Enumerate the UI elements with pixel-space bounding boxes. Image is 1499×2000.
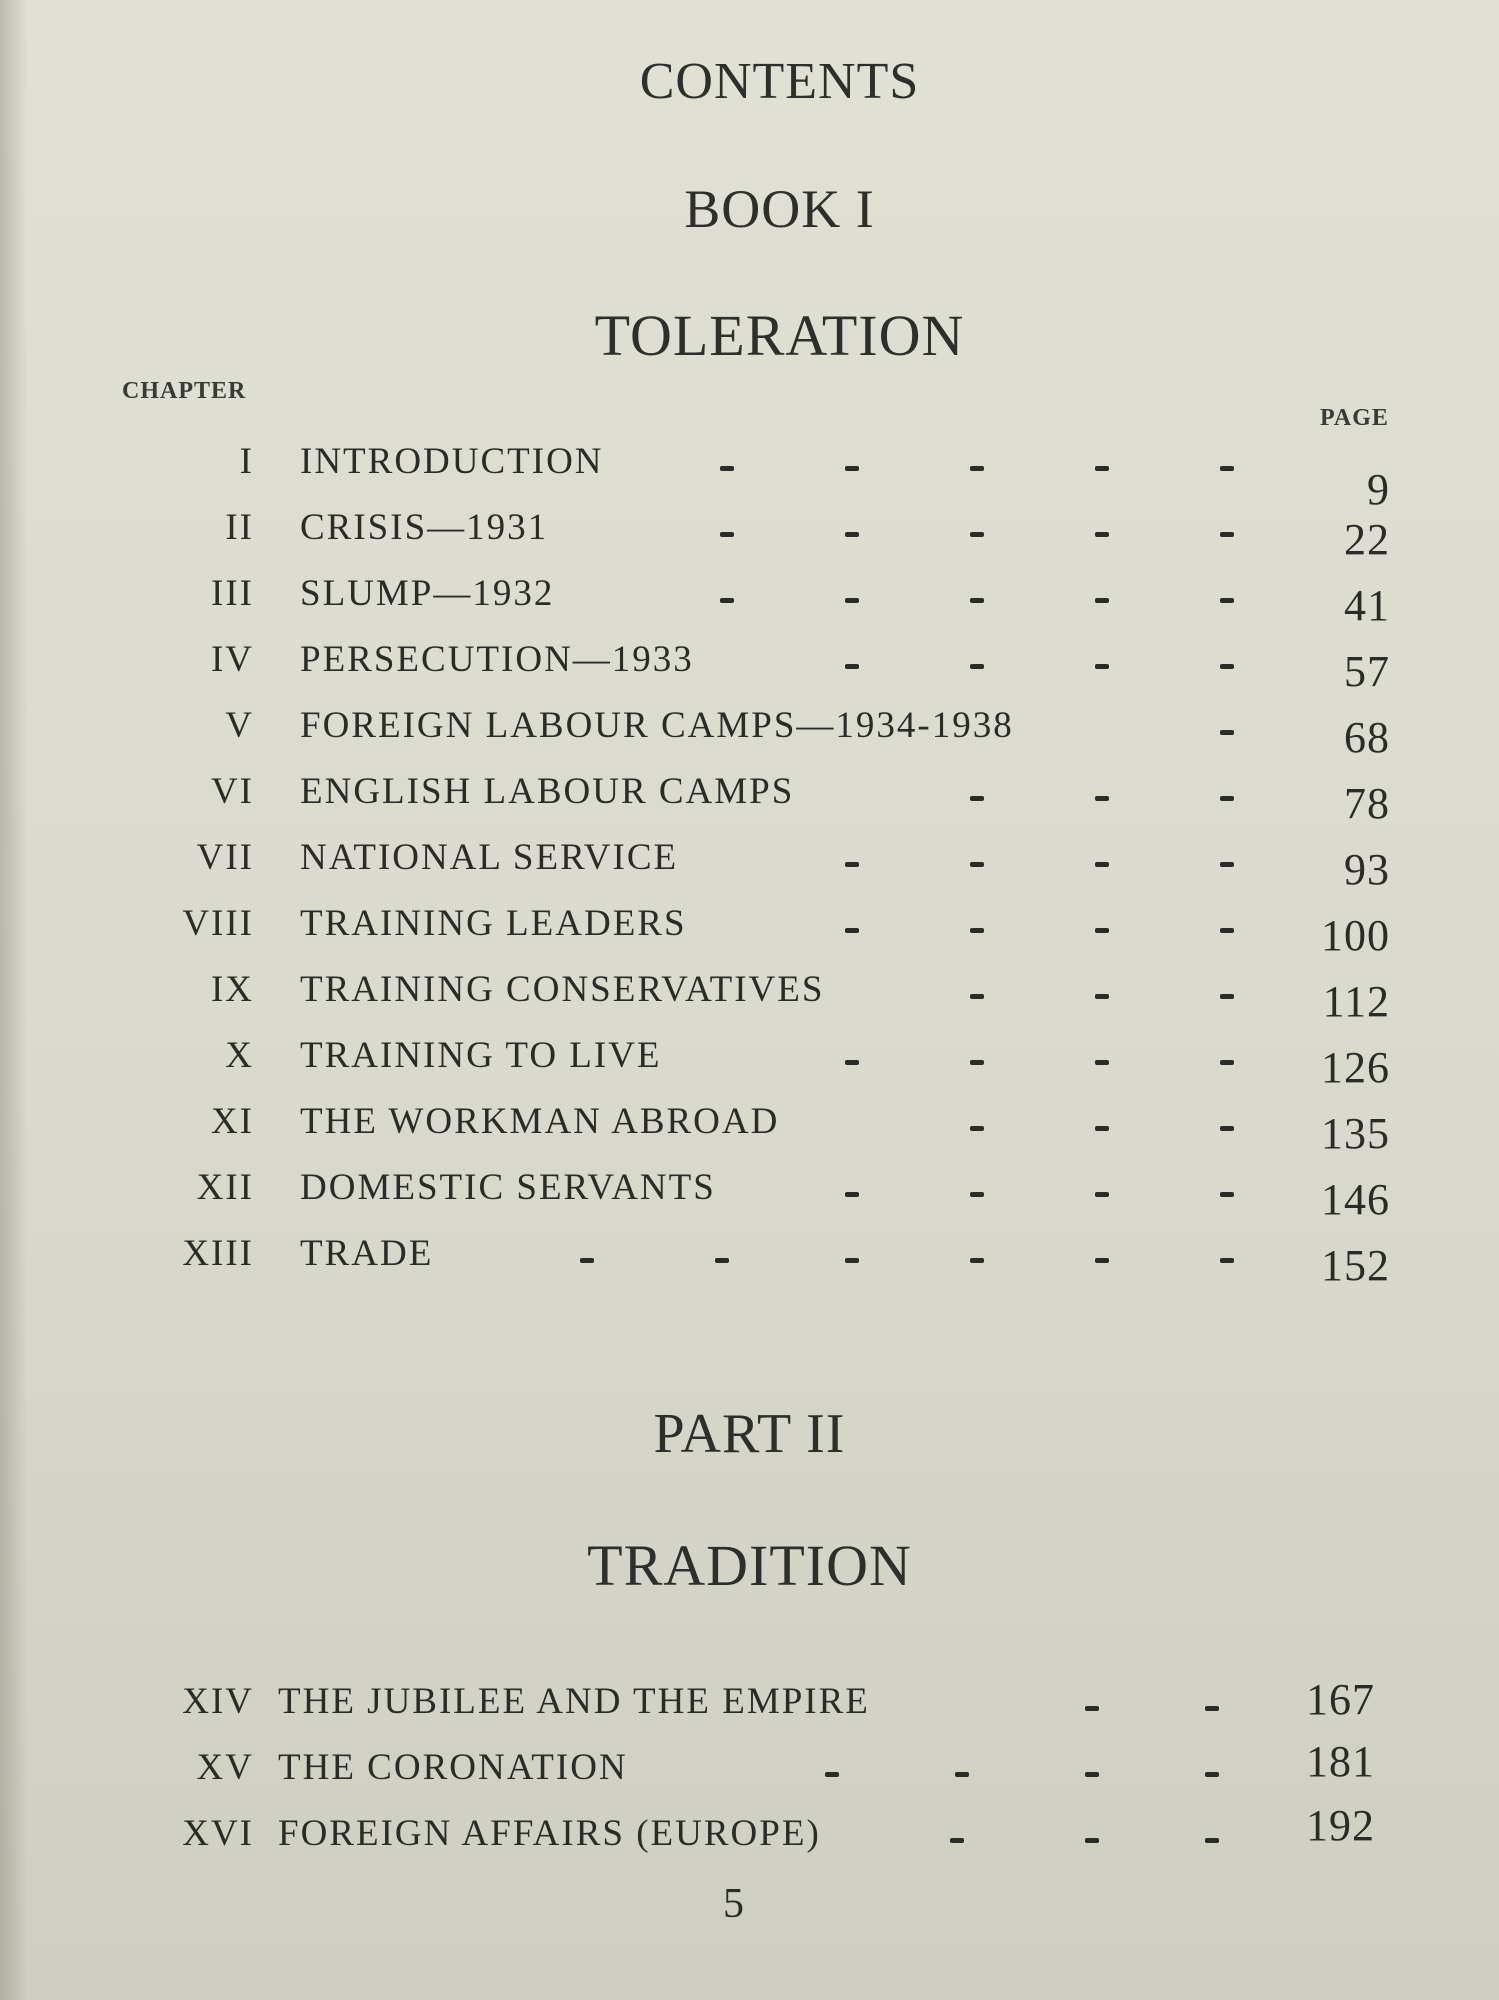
toc-entry — [0, 704, 1499, 762]
chapter-title: FOREIGN AFFAIRS (EUROPE) — [278, 1813, 821, 1854]
toc-entry — [0, 638, 1499, 696]
page-number: 41 — [1344, 581, 1390, 630]
leader-dash — [1205, 1772, 1219, 1777]
toc-entry — [0, 1232, 1499, 1290]
toc-entry — [0, 572, 1499, 630]
part-subtitle: TRADITION — [587, 1533, 912, 1598]
leader-dash — [1220, 1126, 1234, 1131]
leader-dash — [1220, 532, 1234, 537]
leader-dash — [970, 1126, 984, 1131]
leader-dash — [950, 1838, 964, 1843]
page-number: 126 — [1321, 1043, 1390, 1092]
dot-leaders — [0, 1812, 1499, 1870]
page-number: 146 — [1321, 1175, 1390, 1224]
leader-dash — [1095, 1126, 1109, 1131]
leader-dash — [1205, 1706, 1219, 1711]
dot-leaders — [0, 836, 1499, 894]
chapter-title: PERSECUTION—1933 — [300, 639, 694, 680]
leader-dash — [1220, 862, 1234, 867]
leader-dash — [1095, 466, 1109, 471]
leader-dash — [970, 532, 984, 537]
dot-leaders — [0, 1746, 1499, 1804]
chapter-title: FOREIGN LABOUR CAMPS—1934-1938 — [300, 705, 1014, 746]
page-number: 93 — [1344, 845, 1390, 894]
toc-entry — [0, 836, 1499, 894]
page-column-label: PAGE — [1320, 405, 1389, 431]
leader-dash — [1220, 994, 1234, 999]
toc-entry — [0, 1166, 1499, 1224]
chapter-number: XVI — [182, 1813, 254, 1854]
contents-heading: CONTENTS — [639, 53, 920, 110]
page-number: 135 — [1321, 1109, 1390, 1158]
chapter-number: XI — [210, 1101, 254, 1142]
chapter-title: TRADE — [300, 1233, 434, 1274]
leader-dash — [1085, 1772, 1099, 1777]
page-number: 100 — [1321, 911, 1390, 960]
leader-dash — [720, 466, 734, 471]
toc-entry — [0, 1100, 1499, 1158]
book-subtitle: TOLERATION — [594, 303, 965, 368]
chapter-title: CRISIS—1931 — [300, 507, 549, 548]
toc-entry — [0, 1675, 1499, 1738]
chapter-number: XV — [196, 1747, 254, 1788]
chapter-title: THE CORONATION — [278, 1747, 628, 1788]
leader-dash — [845, 466, 859, 471]
toc-entry — [0, 1801, 1499, 1870]
leader-dash — [1220, 598, 1234, 603]
chapter-number: II — [225, 507, 254, 548]
page-number: 78 — [1344, 779, 1390, 828]
leader-dash — [1220, 928, 1234, 933]
leader-dash — [1095, 796, 1109, 801]
leader-dash — [1095, 1258, 1109, 1263]
dot-leaders — [0, 638, 1499, 696]
page-number: 68 — [1344, 713, 1390, 762]
chapter-number: XIII — [182, 1233, 254, 1274]
leader-dash — [720, 532, 734, 537]
chapter-number: VI — [210, 771, 254, 812]
leader-dash — [1095, 664, 1109, 669]
leader-dash — [845, 1192, 859, 1197]
dot-leaders — [0, 1232, 1499, 1290]
leader-dash — [1220, 1192, 1234, 1197]
page-number: 112 — [1322, 977, 1390, 1026]
leader-dash — [1095, 598, 1109, 603]
chapter-number: IX — [210, 969, 254, 1010]
leader-dash — [845, 532, 859, 537]
dot-leaders — [0, 506, 1499, 564]
dot-leaders — [0, 1034, 1499, 1092]
toc-entry — [0, 1737, 1499, 1804]
leader-dash — [1205, 1838, 1219, 1843]
dot-leaders — [0, 572, 1499, 630]
chapter-title: DOMESTIC SERVANTS — [300, 1167, 716, 1208]
leader-dash — [970, 994, 984, 999]
leader-dash — [825, 1772, 839, 1777]
leader-dash — [970, 466, 984, 471]
chapter-number: III — [211, 573, 254, 614]
chapter-title: NATIONAL SERVICE — [300, 837, 679, 878]
toc-entry — [0, 968, 1499, 1026]
page-folio-number: 5 — [723, 1881, 744, 1927]
leader-dash — [1095, 1060, 1109, 1065]
page-number: 152 — [1321, 1241, 1390, 1290]
leader-dash — [955, 1772, 969, 1777]
chapter-title: THE JUBILEE AND THE EMPIRE — [278, 1681, 870, 1722]
dot-leaders — [0, 1680, 1499, 1738]
chapter-title: TRAINING LEADERS — [300, 903, 687, 944]
chapter-title: INTRODUCTION — [300, 441, 604, 482]
leader-dash — [1220, 796, 1234, 801]
chapter-number: VII — [196, 837, 254, 878]
part-heading: PART II — [653, 1403, 846, 1465]
dot-leaders — [0, 1166, 1499, 1224]
leader-dash — [1095, 928, 1109, 933]
dot-leaders — [0, 968, 1499, 1026]
page-number: 9 — [1367, 465, 1390, 514]
leader-dash — [580, 1258, 594, 1263]
chapter-number: XII — [196, 1167, 254, 1208]
leader-dash — [970, 1192, 984, 1197]
leader-dash — [970, 1060, 984, 1065]
chapter-title: TRAINING CONSERVATIVES — [300, 969, 825, 1010]
leader-dash — [1095, 994, 1109, 999]
page-number: 192 — [1306, 1801, 1375, 1850]
leader-dash — [970, 796, 984, 801]
toc-entry — [0, 902, 1499, 960]
leader-dash — [1095, 862, 1109, 867]
chapter-title: TRAINING TO LIVE — [300, 1035, 662, 1076]
chapter-number: VIII — [182, 903, 254, 944]
toc-entry — [0, 770, 1499, 828]
leader-dash — [1085, 1706, 1099, 1711]
leader-dash — [845, 928, 859, 933]
leader-dash — [845, 664, 859, 669]
toc-entry — [0, 506, 1499, 564]
leader-dash — [970, 928, 984, 933]
chapter-title: ENGLISH LABOUR CAMPS — [300, 771, 795, 812]
leader-dash — [720, 598, 734, 603]
leader-dash — [970, 598, 984, 603]
book-heading: BOOK I — [684, 179, 875, 239]
dot-leaders — [0, 902, 1499, 960]
leader-dash — [1095, 1192, 1109, 1197]
dot-leaders — [0, 704, 1499, 762]
dot-leaders — [0, 770, 1499, 828]
leader-dash — [1095, 532, 1109, 537]
leader-dash — [1220, 466, 1234, 471]
page-number: 181 — [1306, 1737, 1375, 1786]
dot-leaders — [0, 440, 1499, 498]
leader-dash — [1220, 664, 1234, 669]
chapter-number: I — [239, 441, 254, 482]
chapter-title: SLUMP—1932 — [300, 573, 555, 614]
leader-dash — [970, 1258, 984, 1263]
page-number: 167 — [1306, 1675, 1375, 1724]
toc-entry — [0, 1034, 1499, 1092]
chapter-number: V — [225, 705, 254, 746]
leader-dash — [845, 598, 859, 603]
chapter-number: X — [225, 1035, 254, 1076]
leader-dash — [970, 862, 984, 867]
leader-dash — [845, 862, 859, 867]
chapter-number: IV — [210, 639, 254, 680]
leader-dash — [715, 1258, 729, 1263]
leader-dash — [1220, 730, 1234, 735]
leader-dash — [1220, 1060, 1234, 1065]
dot-leaders — [0, 1100, 1499, 1158]
chapter-title: THE WORKMAN ABROAD — [300, 1101, 780, 1142]
leader-dash — [845, 1060, 859, 1065]
page-number: 22 — [1344, 515, 1390, 564]
chapter-number: XIV — [182, 1681, 254, 1722]
toc-entry — [0, 440, 1499, 514]
leader-dash — [1085, 1838, 1099, 1843]
leader-dash — [845, 1258, 859, 1263]
chapter-column-label: CHAPTER — [122, 378, 247, 404]
page-number: 57 — [1344, 647, 1390, 696]
leader-dash — [1220, 1258, 1234, 1263]
leader-dash — [970, 664, 984, 669]
